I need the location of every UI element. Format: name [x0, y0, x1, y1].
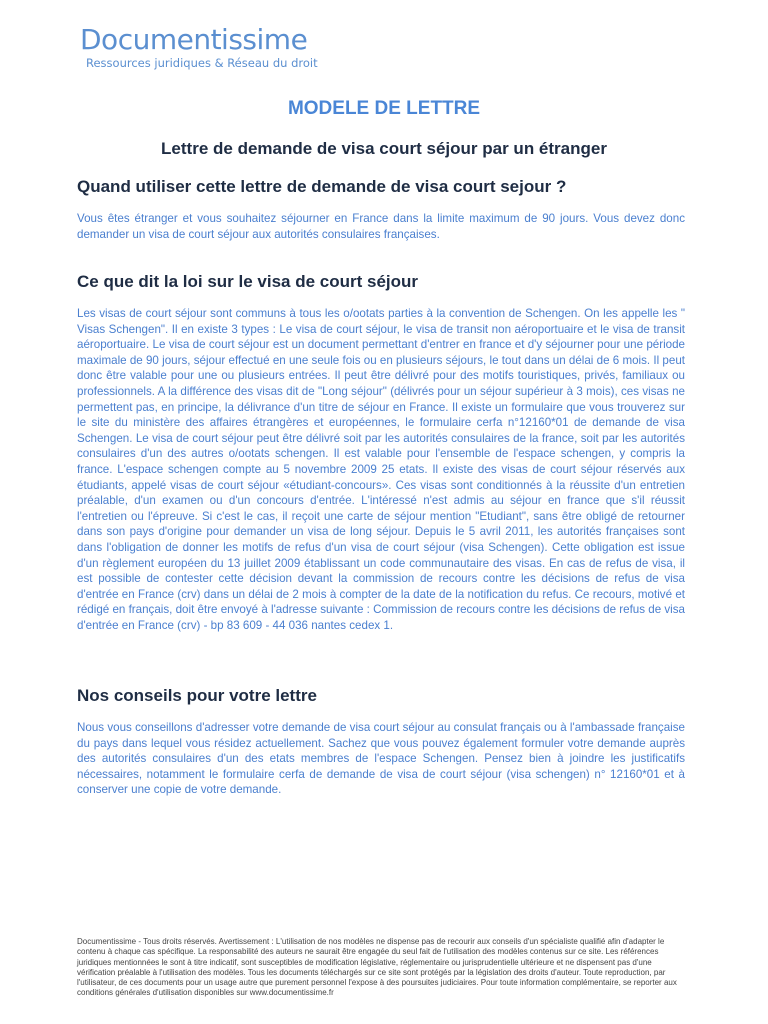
section-heading-usage: Quand utiliser cette lettre de demande de visa court sejour ?: [77, 177, 567, 196]
legal-footer: Documentissime - Tous droits réservés. Avertissement : L'utilisation de nos modèles ne dispense pas de recourir aux conseils d'un spécialiste qualifié afin d'adapter le contenu à chaque cas spécifique. La responsabilité des auteurs ne saurait être engagée du seul fait de l'utilisation des modèles contenus sur ce site. Les références juridiques mentionnées le sont à titre indicatif, sont susceptibles de modification législative, réglementaire ou jurisprudentielle ultérieure et ne dispensent pas d'une vérification préalable à l'utilisation des modèles. Tous les documents téléchargés sur ce site sont protégés par la législation des droits d'auteur. Toute reproduction, par l'utilisateur, de ces documents pour un usage autre que purement personnel l'expose à des poursuites judiciaires. Pour toute information complémentaire, se reporter aux conditions générales d'utilisation disponibles sur www.documentissime.fr: [77, 937, 677, 998]
site-logo: [80, 24, 318, 70]
section-text-usage: Vous êtes étranger et vous souhaitez séjourner en France dans la limite maximum de 90 jours. Vous devez donc demander un visa de court séjour aux autorités consulaires françaises.: [77, 212, 685, 241]
document-title: Lettre de demande de visa court séjour par un étranger: [161, 139, 607, 158]
section-text-advice: Nous vous conseillons d'adresser votre demande de visa court séjour au consulat français ou à l'ambassade française du pays dans lequel vous résidez actuellement. Sachez que vous pouvez également formuler votre demande auprès des autorités consulaires d'un des etats membres de l'espace Schengen. Pensez bien à joindre les justificatifs nécessaires, notamment le formulaire cerfa de demande de visa de court séjour (visa schengen) n° 12160*01 et à conserver une copie de votre demande.: [77, 721, 685, 797]
logo-subtitle: Ressources juridiques & Réseau du droit: [86, 56, 318, 70]
section-heading-law: Ce que dit la loi sur le visa de court séjour: [77, 272, 419, 291]
section-heading-advice: Nos conseils pour votre lettre: [77, 686, 317, 705]
section-text-law: Les visas de court séjour sont communs à tous les o/ootats parties à la convention de Schengen. On les appelle les " Visas Schengen". Il en existe 3 types : Le visa de court séjour, le visa de transit non aéroportuaire et le visa de transit aéroportuaire. Le visa de court séjour est un document permettant d'entrer en france et d'y séjourner pour une période maximale de 90 jours, séjour effectué en une seule fois ou en plusieurs séjours, le tout dans un délai de 6 mois. Il peut donc être valable pour une ou plusieurs entrées. Il peut être délivré pour des motifs touristiques, privés, familiaux ou professionnels. A la différence des visas dit de "Long séjour" (délivrés pour un séjour supérieur à 3 mois), ces visas ne permettent pas, en principe, la délivrance d'un titre de séjour en France. Il existe un formulaire que vous trouverez sur le site du ministère des affaires étrangères et européennes, le formulaire cerfa n°12160*01 de demande de visa Schengen. Le visa de court séjour peut être délivré soit par les autorités consulaires de la france, soit par les autorités consulaires d'un des autres o/ootats schengen. Il est valable pour l'ensemble de l'espace schengen, y compris la france. L'espace schengen compte au 5 novembre 2009 25 etats. Il existe des visas de court séjour réservés aux étudiants, appelé visas de court séjour «étudiant-concours». Ces visas sont conditionnés à la réussite d'un entretien préalable, d'un examen ou d'un concours d'entrée. L'intéressé n'est admis au séjour en france que s'il réussit l'entretien ou l'épreuve. Si c'est le cas, il reçoit une carte de séjour mention "Etudiant", sans être obligé de retourner dans son pays d'origine pour demander un visa de long séjour. Depuis le 5 avril 2011, les autorités françaises sont dans l'obligation de donner les motifs de refus d'un visa de court séjour (visa Schengen). Cette obligation est issue d'un règlement européen du 13 juillet 2009 établissant un code communautaire des visas. En cas de refus de visa, il est possible de contester cette décision devant la commission de recours contre les décisions de refus de visa d'entrée en France (crv) dans un délai de 2 mois à compter de la date de la notification du refus. Ce recours, motivé et rédigé en français, doit être envoyé à l'adresse suivante : Commission de recours contre les décisions de refus de visa d'entrée en France (crv) - bp 83 609 - 44 036 nantes cedex 1.: [77, 307, 685, 632]
logo-title: Documentissime: [80, 23, 308, 56]
document-type: MODELE DE LETTRE: [287, 98, 481, 119]
